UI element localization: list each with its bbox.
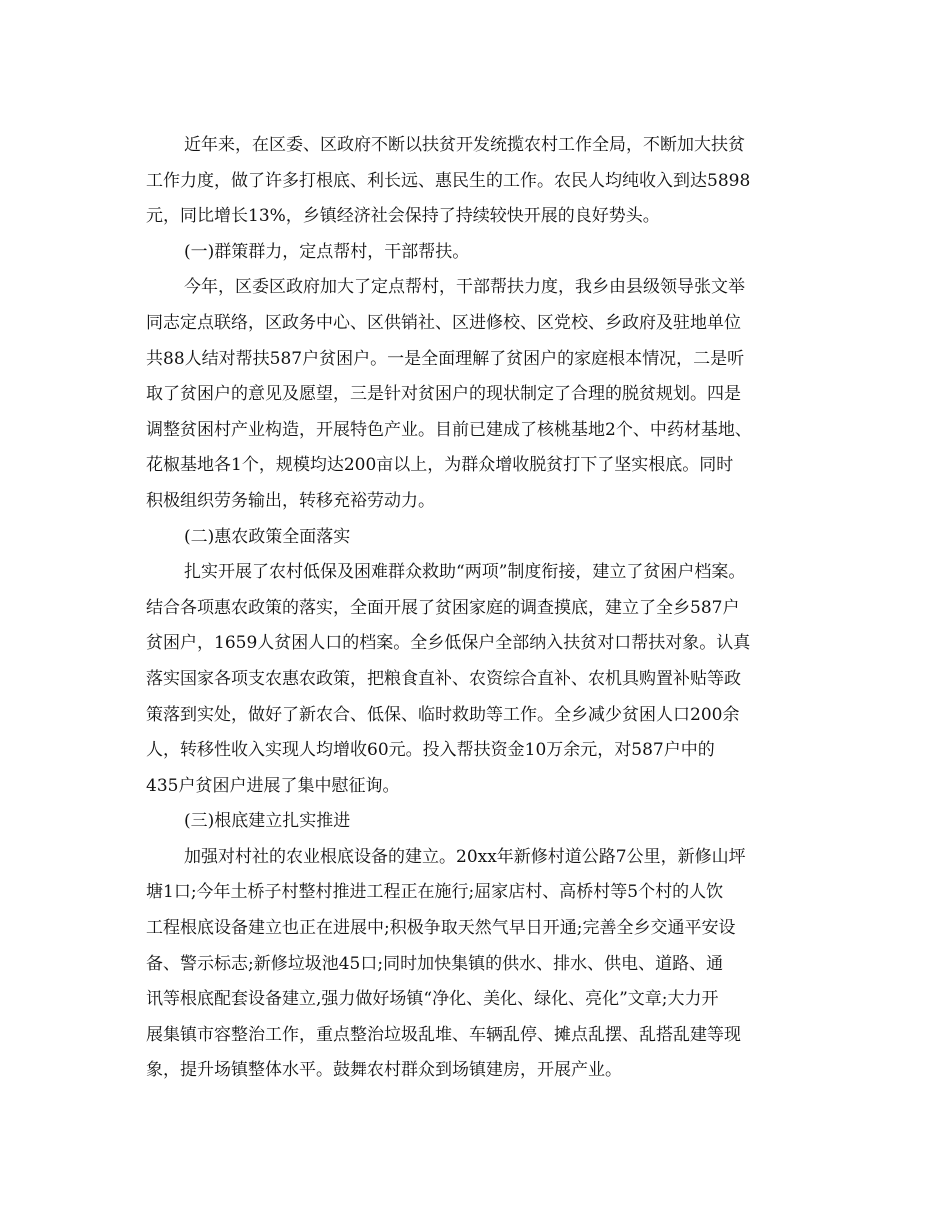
text-line: 元，同比增长13%，乡镇经济社会保持了持续较快开展的良好势头。 — [146, 206, 660, 227]
text-line: 策落到实处，做好了新农合、低保、临时救助等工作。全乡减少贫困人口200余 — [146, 704, 740, 725]
text-line: 加强对村社的农业根底设备的建立。20xx年新修村道公路7公里，新修山坪 — [184, 846, 746, 867]
text-line: 近年来，在区委、区政府不断以扶贫开发统揽农村工作全局，不断加大扶贫 — [184, 135, 745, 155]
text-line: (一)群策群力，定点帮村，干部帮扶。 — [184, 241, 470, 262]
text-line: 象，提升场镇整体水平。鼓舞农村群众到场镇建房，开展产业。 — [146, 1060, 622, 1081]
text-line: 展集镇市容整治工作，重点整治垃圾乱堆、车辆乱停、摊点乱摆、乱搭乱建等现 — [146, 1024, 741, 1045]
text-line: 花椒基地各1个，规模均达200亩以上，为群众增收脱贫打下了坚实根底。同时 — [146, 455, 734, 476]
text-line: 贫困户，1659人贫困人口的档案。全乡低保户全部纳入扶贫对口帮扶对象。认真 — [146, 633, 751, 654]
text-line: 塘1口;今年土桥子村整村推进工程正在施行;屈家店村、高桥村等5个村的人饮 — [146, 882, 724, 903]
text-line: 同志定点联络，区政务中心、区供销社、区进修校、区党校、乡政府及驻地单位 — [146, 312, 741, 333]
text-line: 调整贫困村产业构造，开展特色产业。目前已建成了核桃基地2个、中药材基地、 — [146, 419, 752, 440]
text-line: 备、警示标志;新修垃圾池45口;同时加快集镇的供水、排水、供电、道路、通 — [146, 953, 724, 974]
text-line: 扎实开展了农村低保及困难群众救助“两项”制度衔接，建立了贫困户档案。 — [184, 562, 746, 583]
text-line: 工作力度，做了许多打根底、利长远、惠民生的工作。农民人均纯收入到达5898 — [146, 170, 751, 191]
text-line: 共88人结对帮扶587户贫困户。一是全面理解了贫困户的家庭根本情况，二是听 — [146, 348, 745, 369]
text-line: 今年，区委区政府加大了定点帮村，干部帮扶力度，我乡由县级领导张文举 — [184, 277, 745, 298]
text-line: 取了贫困户的意见及愿望，三是针对贫困户的现状制定了合理的脱贫规划。四是 — [146, 384, 741, 405]
text-line: 435户贫困户进展了集中慰征询。 — [146, 775, 400, 796]
text-line: 结合各项惠农政策的落实，全面开展了贫困家庭的调查摸底，建立了全乡587户 — [146, 597, 740, 618]
text-line: 积极组织劳务输出，转移充裕劳动力。 — [146, 490, 435, 511]
document-body — [146, 128, 808, 1089]
text-line: 人，转移性收入实现人均增收60元。投入帮扶资金10万余元，对587户中的 — [146, 740, 715, 761]
text-line: (三)根底建立扎实推进 — [184, 811, 351, 832]
text-line: 落实国家各项支农惠农政策，把粮食直补、农资综合直补、农机具购置补贴等政 — [146, 668, 741, 689]
text-line: 工程根底设备建立也正在进展中;积极争取天然气早日开通;完善全乡交通平安设 — [146, 918, 736, 939]
text-line: (二)惠农政策全面落实 — [184, 526, 351, 547]
text-line: 讯等根底配套设备建立,强力做好场镇“净化、美化、绿化、亮化”文章;大力开 — [146, 989, 719, 1010]
